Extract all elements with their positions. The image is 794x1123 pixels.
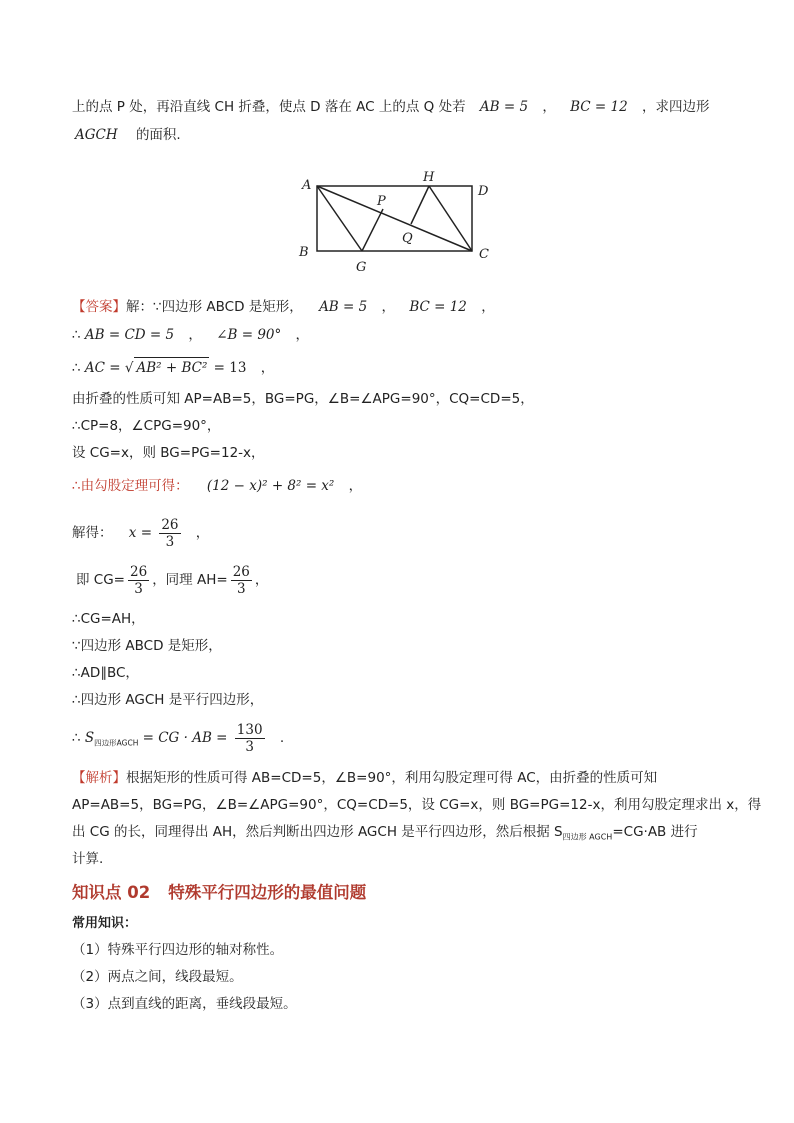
- therefore: ∴: [72, 360, 81, 376]
- problem-text: 的面积.: [135, 127, 181, 143]
- numerator: 26: [232, 563, 250, 580]
- math-ab: AB = 5: [479, 99, 529, 115]
- analysis-text: =CG·AB 进行: [612, 824, 698, 840]
- math-pythagoras: (12 − x)² + 8² = x²: [206, 478, 335, 494]
- denominator: 3: [134, 580, 143, 597]
- knowledge-item-1: （1）特殊平行四边形的轴对称性。: [72, 942, 284, 958]
- analysis-line-2: AP=AB=5，BG=PG，∠B=∠APG=90°，CQ=CD=5，设 CG=x，则 BG=PG=12-x，利用勾股定理求出 x，得: [72, 797, 762, 813]
- answer-line-4: 由折叠的性质可知 AP=AB=5，BG=PG，∠B=∠APG=90°，CQ=CD=5，: [72, 391, 534, 407]
- answer-line-11: ∵四边形 ABCD 是矩形，: [72, 638, 222, 654]
- label-b: B: [299, 245, 309, 260]
- analysis-text: 出 CG 的长，同理得出 AH，然后判断出四边形 AGCH 是平行四边形，然后根据 S: [72, 824, 563, 840]
- label-c: C: [479, 247, 489, 262]
- numerator: 26: [161, 516, 179, 533]
- punct: ，: [195, 525, 210, 541]
- punct: ，: [295, 327, 310, 343]
- punct: ，: [481, 299, 495, 315]
- answer-line-10: ∴CG=AH，: [72, 611, 145, 627]
- answer-line-1: 【答案】解：∵四边形 ABCD 是矩形， AB = 5 ， BC = 12 ，: [72, 299, 495, 315]
- answer-text: 解得：: [72, 525, 113, 541]
- math-cg-ab: = CG · AB =: [142, 730, 228, 746]
- denominator: 3: [165, 533, 175, 550]
- analysis-line-3: [72, 822, 698, 848]
- separator: ，: [542, 99, 556, 115]
- problem-line-2: [72, 125, 181, 145]
- answer-line-12: ∴AD∥BC，: [72, 665, 139, 681]
- punct: ，: [254, 572, 269, 588]
- answer-line-6: 设 CG=x，则 BG=PG=12-x，: [72, 445, 265, 461]
- label-d: D: [478, 184, 489, 199]
- label-q: Q: [402, 231, 413, 246]
- math-angle-b: ∠B = 90°: [216, 327, 282, 343]
- punct: ，: [188, 327, 202, 343]
- analysis-tag: 【解析】: [72, 770, 126, 786]
- section-heading: [72, 879, 366, 903]
- punct: .: [279, 730, 285, 746]
- label-a: A: [302, 178, 312, 193]
- answer-text: 即 CG=: [76, 572, 125, 588]
- fraction-26-3: [159, 517, 180, 550]
- analysis-text: 根据矩形的性质可得 AB=CD=5，∠B=90°，利用勾股定理可得 AC，由折叠的性质可知: [126, 770, 658, 786]
- problem-line-1: [72, 97, 710, 117]
- analysis-line-4: 计算.: [72, 851, 104, 867]
- label-g: G: [356, 260, 367, 275]
- math-ab-cd: AB = CD = 5: [84, 327, 175, 343]
- answer-line-14: [72, 718, 284, 764]
- answer-line-7: [72, 476, 362, 496]
- segment-hq: [411, 186, 429, 224]
- analysis-line-1: [72, 768, 657, 788]
- knowledge-label: 常用知识：: [72, 916, 138, 931]
- math-result: = 13: [213, 360, 247, 376]
- math-ac: AC =: [84, 360, 121, 376]
- therefore: ∴: [72, 327, 81, 343]
- answer-tag: 【答案】: [72, 299, 126, 315]
- area-subscript: 四边形 AGCH: [562, 832, 613, 842]
- answer-line-9: [76, 562, 268, 598]
- problem-text: ，求四边形: [642, 99, 710, 115]
- math-ab: AB = 5: [319, 299, 368, 315]
- denominator: 3: [245, 738, 254, 755]
- label-p: P: [377, 194, 386, 209]
- numerator: 26: [130, 563, 148, 580]
- answer-text: ∴由勾股定理可得：: [72, 478, 189, 494]
- answer-line-13: ∴四边形 AGCH 是平行四边形，: [72, 692, 264, 708]
- punct: ，: [260, 360, 275, 376]
- label-h: H: [423, 170, 435, 185]
- numerator: 130: [236, 721, 263, 738]
- answer-line-8: [72, 515, 209, 551]
- rectangle-fold-figure: [296, 165, 506, 275]
- segment-pg: [362, 209, 383, 251]
- answer-line-3: ∴ AC = √ AB² + BC² = 13 ，: [72, 357, 274, 378]
- answer-line-2: [72, 325, 309, 345]
- denominator: 3: [236, 580, 246, 597]
- knowledge-item-3: （3）点到直线的距离，垂线段最短。: [72, 996, 297, 1012]
- math-agch: AGCH: [75, 127, 118, 143]
- therefore: ∴: [72, 730, 81, 746]
- section-number: 知识点 02: [72, 883, 151, 902]
- math-x: x =: [128, 525, 153, 541]
- math-radicand: AB² + BC²: [134, 357, 209, 378]
- area-subscript: 四边形AGCH: [94, 738, 139, 748]
- answer-text: ，同理 AH=: [152, 572, 228, 588]
- fraction-26-3: [231, 564, 252, 597]
- answer-text: 解：∵四边形 ABCD 是矩形，: [126, 299, 303, 315]
- math-bc: BC = 12: [409, 299, 467, 315]
- punct: ，: [348, 478, 363, 494]
- fraction-26-3: [128, 564, 149, 597]
- fraction-130-3: [235, 722, 265, 755]
- answer-line-5: ∴CP=8，∠CPG=90°，: [72, 418, 221, 434]
- knowledge-item-2: （2）两点之间，线段最短。: [72, 969, 243, 985]
- problem-text: 上的点 P 处，再沿直线 CH 折叠，使点 D 落在 AC 上的点 Q 处若: [72, 99, 466, 115]
- section-title: 特殊平行四边形的最值问题: [168, 883, 367, 902]
- math-bc: BC = 12: [570, 99, 628, 115]
- math-area-s: S: [84, 730, 95, 746]
